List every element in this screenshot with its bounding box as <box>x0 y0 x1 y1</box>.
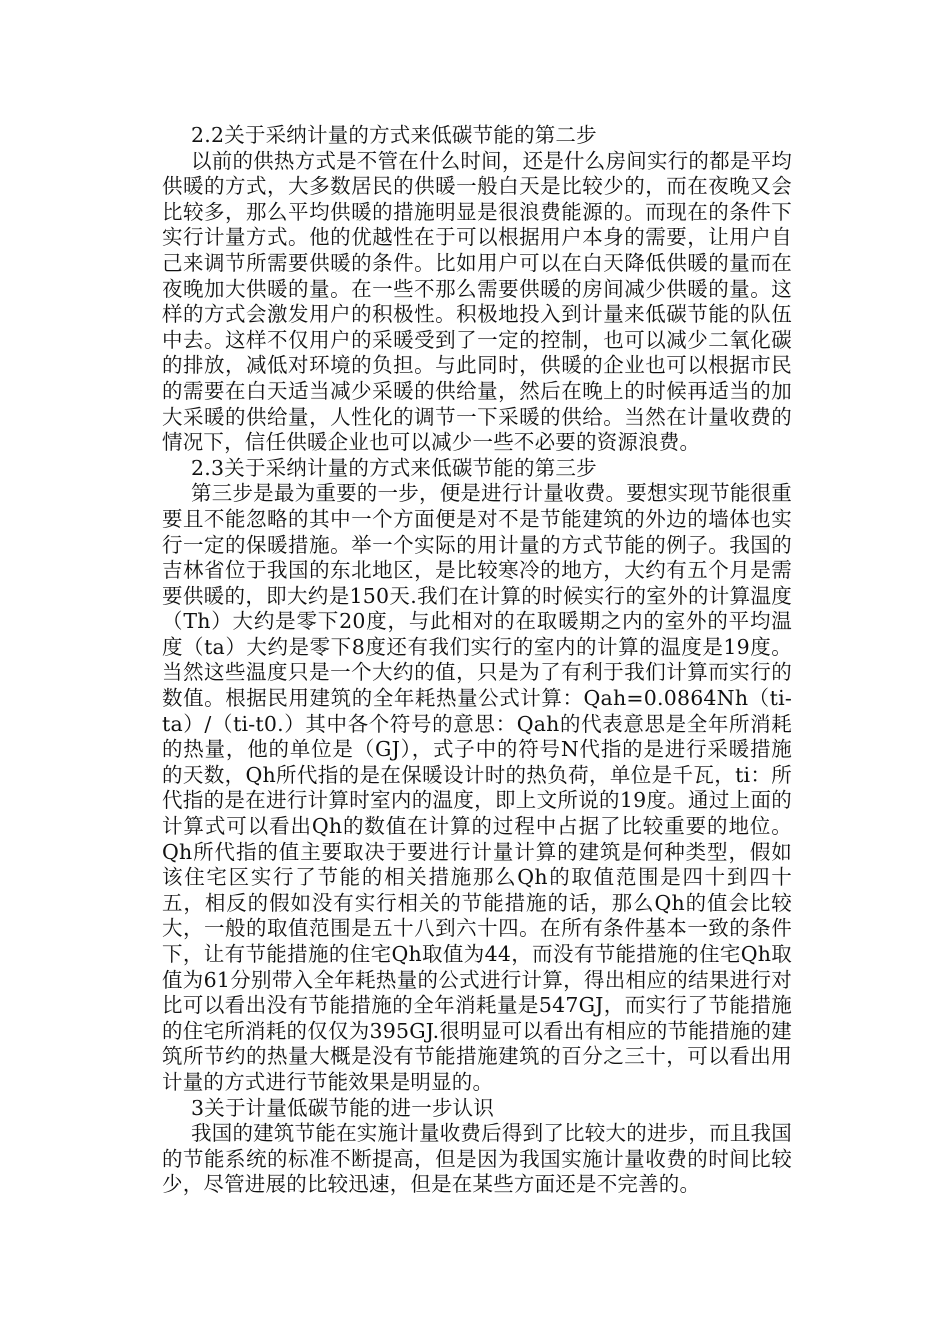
section-heading-2-2: 2.2关于采纳计量的方式来低碳节能的第二步 <box>191 123 597 147</box>
section-paragraph-2-3: 第三步是最为重要的一步，便是进行计量收费。要想实现节能很重要且不能忽略的其中一个方面便是对不是节能建筑的外边的墙体也实行一定的保暖措施。举一个实际的用计量的方式节能的例子。我国的吉林省位于我国的东北地区，是比较寒冷的地方，大约有五个月是需要供暖的，即大约是150天.我们在计算的时候实行的室外的计算温度（Th）大约是零下20度，与此相对的在取暖期之内的室外的平均温度（ta）大约是零下8度还有我们实行的室内的计算的温度是19度。当然这些温度只是一个大约的值，只是为了有利于我们计算而实行的数值。根据民用建筑的全年耗热量公式计算：Qah=0.0864Nh（ti-ta）/（ti-t0.）其中各个符号的意思：Qah的代表意思是全年所消耗的热量，他的单位是（GJ），式子中的符号N代指的是进行采暖措施的天数，Qh所代指的是在保暖设计时的热负荷，单位是千瓦，ti：所代指的是在进行计算时室内的温度，即上文所说的19度。通过上面的计算式可以看出Qh的数值在计算的过程中占据了比较重要的地位。Qh所代指的值主要取决于要进行计量计算的建筑是何种类型，假如该住宅区实行了节能的相关措施那么Qh的取值范围是四十到四十五，相反的假如没有实行相关的节能措施的话，那么Qh的值会比较大，一般的取值范围是五十八到六十四。在所有条件基本一致的条件下，让有节能措施的住宅Qh取值为44，而没有节能措施的住宅Qh取值为61分别带入全年耗热量的公式进行计算，得出相应的结果进行对比可以看出没有节能措施的全年消耗量是547GJ，而实行了节能措施的住宅所消耗的仅仅为395GJ.很明显可以看出有相应的节能措施的建筑所节约的热量大概是没有节能措施建筑的百分之三十，可以看出用计量的方式进行节能效果是明显的。 <box>162 481 792 1094</box>
section-heading-2-3: 2.3关于采纳计量的方式来低碳节能的第三步 <box>191 455 597 480</box>
section-paragraph-2-2: 以前的供热方式是不管在什么时间，还是什么房间实行的都是平均供暖的方式，大多数居民的供暖一般白天是比较少的，而在夜晚又会比较多，那么平均供暖的措施明显是很浪费能源的。而现在的条件下实行计量方式。他的优越性在于可以根据用户本身的需要，让用户自己来调节所需要供暖的条件。比如用户可以在白天降低供暖的量而在夜晚加大供暖的量。在一些不那么需要供暖的房间减少供暖的量。这样的方式会激发用户的积极性。积极地投入到计量来低碳节能的队伍中去。这样不仅用户的采暖受到了一定的控制，也可以减少二氧化碳的排放，减低对环境的负担。与此同时，供暖的企业也可以根据市民的需要在白天适当减少采暖的供给量，然后在晚上的时候再适当的加大采暖的供给量，人性化的调节一下采暖的供给。当然在计量收费的情况下，信任供暖企业也可以减少一些不必要的资源浪费。 <box>162 148 792 455</box>
section-paragraph-3: 我国的建筑节能在实施计量收费后得到了比较大的进步，而且我国的节能系统的标准不断提高，但是因为我国实施计量收费的时间比较少，尽管进展的比较迅速，但是在某些方面还是不完善的。 <box>162 1121 792 1197</box>
section-heading-3: 3关于计量低碳节能的进一步认识 <box>191 1095 495 1120</box>
document-body <box>162 123 792 1198</box>
